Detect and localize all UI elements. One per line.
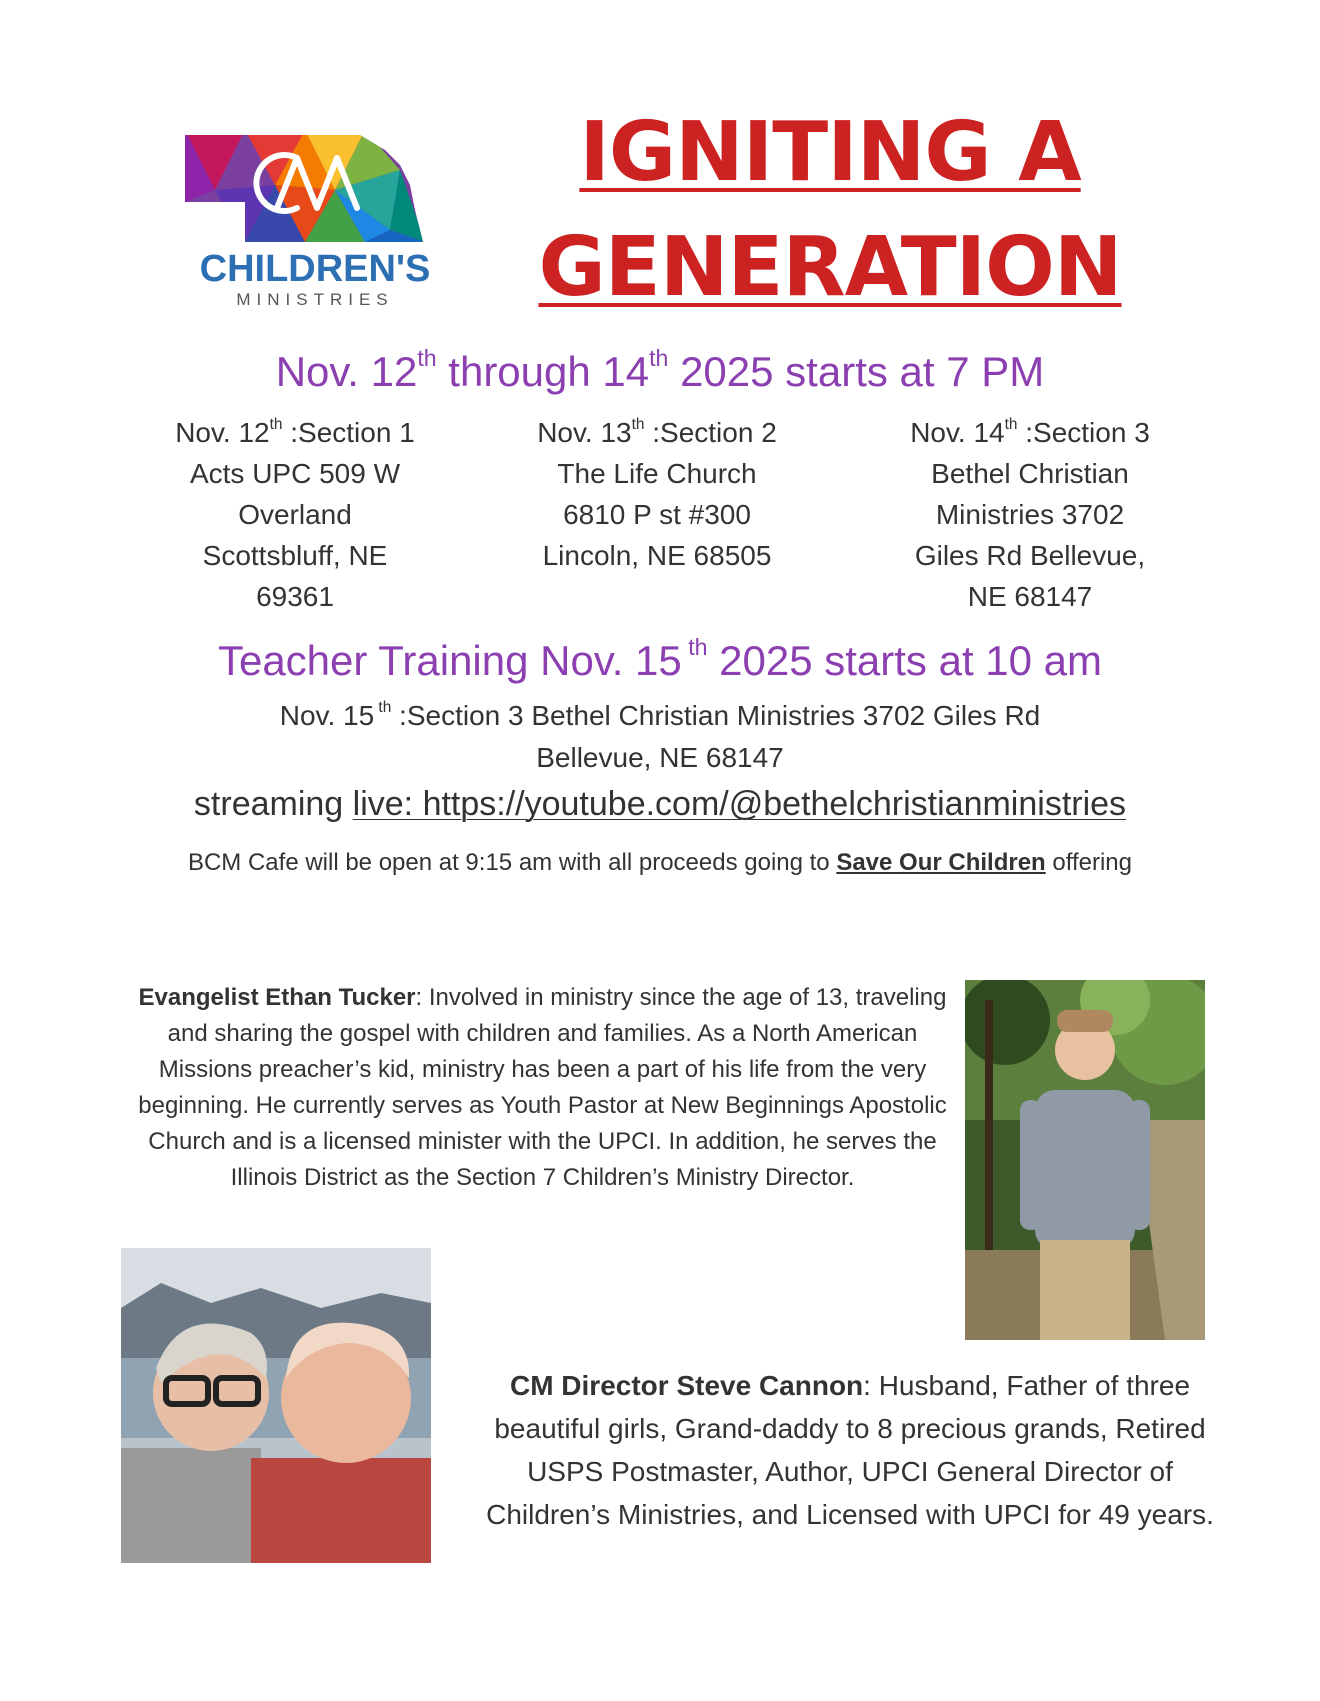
section-address-line: 6810 P st #300	[563, 499, 751, 530]
cafe-notice	[180, 845, 1140, 881]
section-address-line: Giles Rd Bellevue,	[914, 540, 1146, 571]
section-address-line: The Life Church	[557, 458, 757, 489]
section-date-line	[497, 412, 817, 453]
section-label: :Section 3	[1017, 417, 1150, 448]
speaker-name: Evangelist Ethan Tucker	[138, 984, 416, 1011]
ordinal-suffix: th	[269, 415, 283, 433]
section-label: :Section 2	[644, 417, 777, 448]
ethan-tucker-photo	[965, 980, 1205, 1340]
ordinal-suffix: th	[649, 345, 669, 372]
dates-headline-part: through 14	[436, 348, 650, 395]
section-date-line	[870, 412, 1190, 453]
ordinal-suffix: th	[417, 345, 437, 372]
ordinal-suffix: th	[631, 415, 645, 433]
section-1-column	[135, 412, 455, 617]
ordinal-suffix: th	[374, 698, 392, 716]
section-2-column	[497, 412, 817, 576]
section-address-line: Lincoln, NE 68505	[542, 540, 772, 571]
nebraska-map-logo-icon	[185, 130, 445, 250]
title-line-2: GENERATION	[538, 220, 1122, 315]
speaker-bio-text: : Husband, Father of three beautiful girls, Grand-daddy to 8 precious grands, Retired USPS Postmaster, Author, UPCI General Director of Children’s Ministries, and Licensed with UPCI for 49 years.	[486, 1370, 1214, 1530]
training-location-line	[0, 695, 1320, 737]
ethan-tucker-bio	[120, 980, 965, 1196]
section-label: :Section 1	[282, 417, 415, 448]
training-location-line-2: Bellevue, NE 68147	[536, 742, 784, 773]
logo-sub-text: MINISTRIES	[236, 290, 394, 309]
ordinal-suffix: th	[1004, 415, 1018, 433]
streaming-prefix: streaming	[193, 785, 353, 823]
section-address-line: Bethel Christian	[931, 458, 1129, 489]
section-date: Nov. 13	[537, 417, 632, 448]
section-3-column	[870, 412, 1190, 617]
section-address-line: 69361	[256, 581, 334, 612]
cafe-text-end: offering	[1045, 849, 1133, 876]
cafe-offering-name: Save Our Children	[836, 849, 1046, 876]
title-line-1: IGNITING A	[579, 105, 1081, 200]
section-address-line: Scottsbluff, NE	[202, 540, 388, 571]
training-address: :Section 3 Bethel Christian Ministries 3702 Giles Rd	[391, 700, 1041, 731]
training-headline	[0, 634, 1320, 685]
dates-headline-part: Nov. 12	[275, 348, 418, 395]
speaker-name: CM Director Steve Cannon	[509, 1370, 864, 1401]
training-headline-part: Teacher Training Nov. 15	[217, 637, 682, 684]
cafe-text: BCM Cafe will be open at 9:15 am with all proceeds going to	[187, 849, 837, 876]
steve-cannon-bio	[480, 1364, 1220, 1536]
section-date: Nov. 14	[910, 417, 1005, 448]
section-address-line: Overland	[238, 499, 352, 530]
dates-headline	[0, 345, 1320, 396]
childrens-ministries-logo	[185, 130, 445, 310]
speaker-bio-text: : Involved in ministry since the age of 13, traveling and sharing the gospel with children and families. As a North American Missions preacher’s kid, ministry has been a part of his life from the very beginning. He currently serves as Youth Pastor at New Beginnings Apostolic Church and is a licensed minister with the UPCI. In addition, he serves the Illinois District as the Section 7 Children’s Ministry Director.	[138, 984, 947, 1191]
dates-headline-part: 2025 starts at 7 PM	[668, 348, 1045, 395]
section-address-line: Acts UPC 509 W	[189, 458, 401, 489]
training-location	[0, 695, 1320, 779]
section-address-line: NE 68147	[967, 581, 1093, 612]
section-address-line: Ministries 3702	[935, 499, 1125, 530]
ordinal-suffix: th	[681, 634, 708, 661]
streaming-link[interactable]: live: https://youtube.com/@bethelchristianministries	[352, 785, 1127, 823]
training-date: Nov. 15	[279, 700, 375, 731]
steve-cannon-photo	[121, 1248, 431, 1563]
logo-main-text: CHILDREN'S	[199, 248, 431, 290]
section-date: Nov. 12	[175, 417, 270, 448]
training-headline-part: 2025 starts at 10 am	[707, 637, 1103, 684]
section-date-line	[135, 412, 455, 453]
streaming-line	[0, 785, 1320, 824]
